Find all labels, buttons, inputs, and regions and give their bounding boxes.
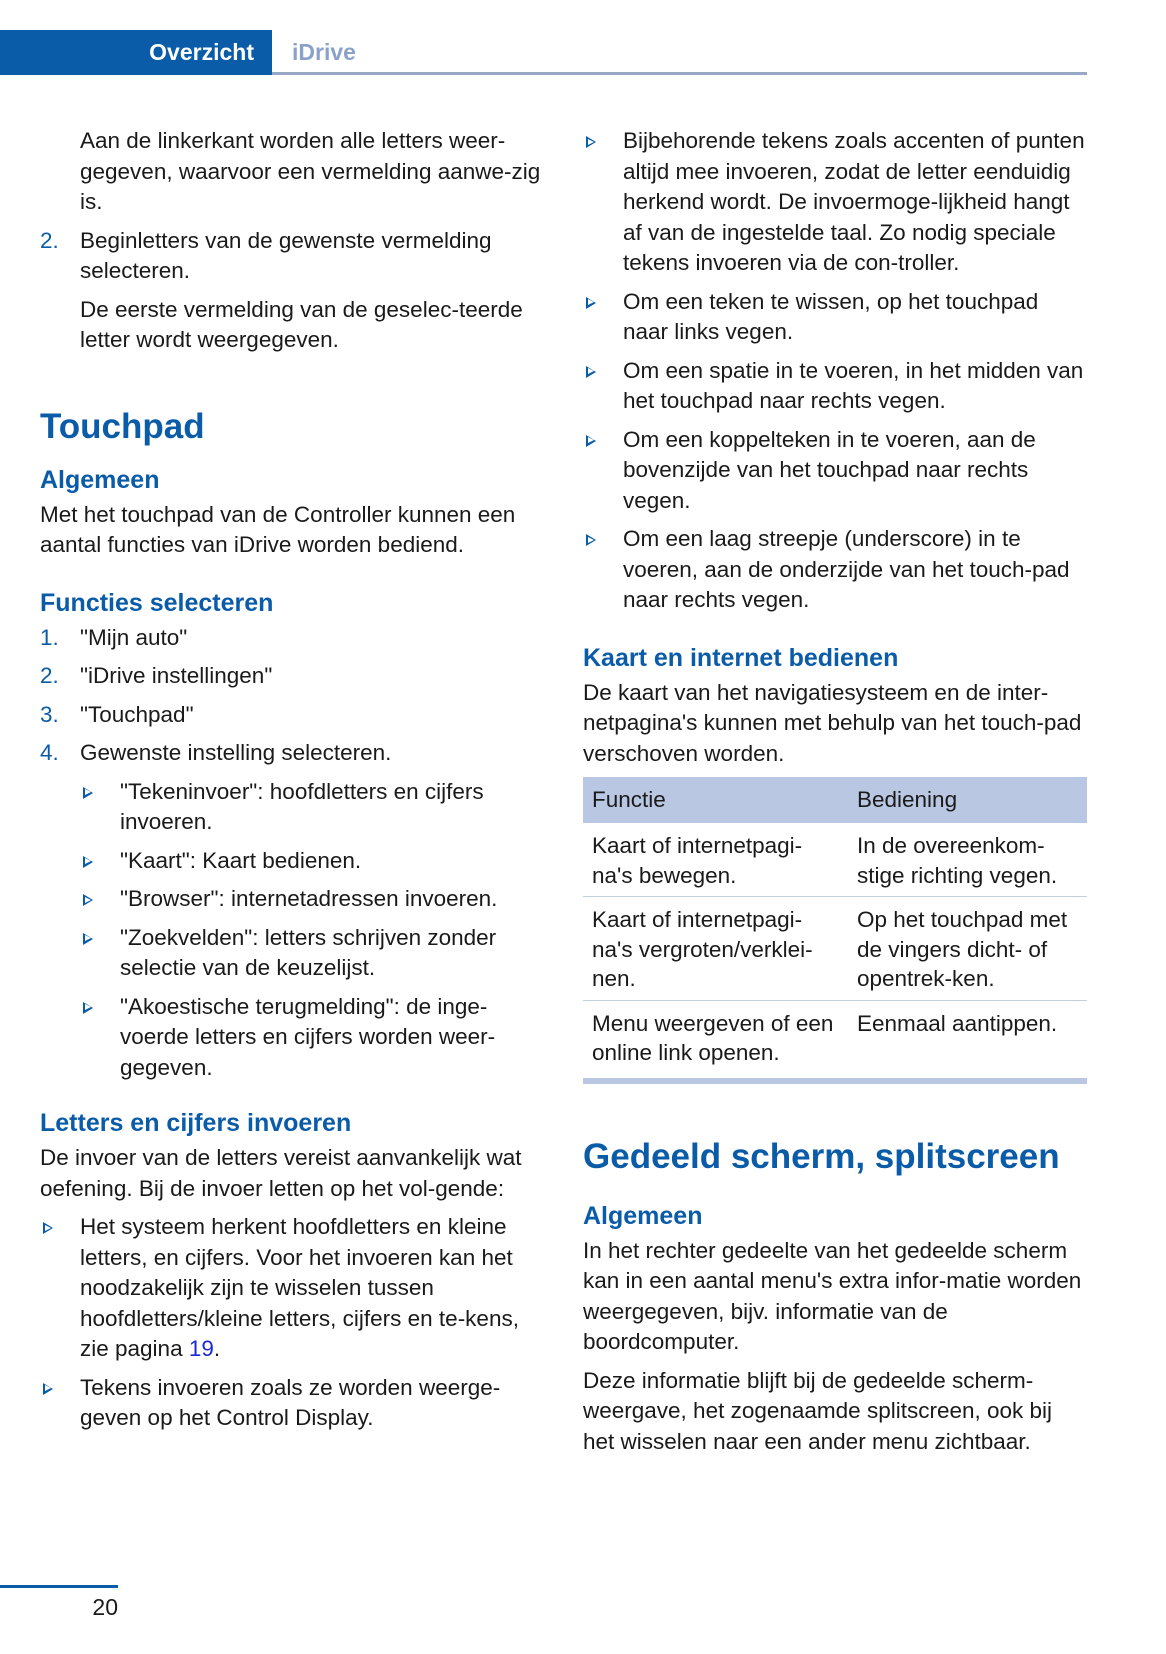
step-text: "Mijn auto" bbox=[80, 624, 188, 650]
option-akoestische-terugmelding: "Akoestische terugmelding": de inge-voerde letters en cijfers worden weer-gegeven. bbox=[80, 992, 550, 1084]
subheading-algemeen: Algemeen bbox=[40, 465, 160, 494]
cell-bediening: In de overeenkom-stige richting vegen. bbox=[848, 823, 1087, 897]
section-title: Overzicht bbox=[149, 39, 254, 65]
triangle-bullet-icon bbox=[43, 1383, 53, 1395]
subheading-functies: Functies selecteren bbox=[40, 588, 274, 617]
step-text: Beginletters van de gewenste vermelding selecteren. bbox=[80, 227, 492, 283]
intro-continuation: Aan de linkerkant worden alle letters weer-gegeven, waarvoor een vermelding aanwe-zig is. bbox=[80, 128, 541, 214]
subheading-algemeen-gedeeld: Algemeen bbox=[583, 1201, 703, 1230]
step-number: 2. bbox=[40, 227, 59, 253]
cell-functie: Menu weergeven of een online link openen. bbox=[592, 1010, 834, 1065]
step-text: "Touchpad" bbox=[80, 701, 194, 727]
subheading-kaart-internet: Kaart en internet bedienen bbox=[583, 643, 899, 672]
option-zoekvelden: "Zoekvelden": letters schrijven zonder selectie van de keuzelijst. bbox=[80, 923, 550, 984]
triangle-bullet-icon bbox=[83, 856, 93, 868]
bullet-tekens-invoeren: Tekens invoeren zoals ze worden weerge-geven op het Control Display. bbox=[40, 1373, 550, 1434]
right-column bbox=[583, 126, 1087, 1457]
option-kaart: "Kaart": Kaart bedienen. bbox=[80, 846, 550, 877]
triangle-bullet-icon bbox=[83, 787, 93, 799]
triangle-bullet-icon bbox=[83, 894, 93, 906]
step-number: 2. bbox=[40, 663, 59, 688]
cell-functie: Kaart of internetpagi-na's vergroten/verklei-nen. bbox=[583, 897, 848, 1001]
section-heading-touchpad: Touchpad bbox=[40, 406, 205, 446]
triangle-bullet-icon bbox=[43, 1222, 53, 1234]
header-rule bbox=[272, 72, 1087, 75]
gedeeld-text-1: In het rechter gedeelte van het gedeelde scherm kan in een aantal menu's extra infor-matie worden weergegeven, bijv. informatie van de boordcomputer. bbox=[583, 1237, 1082, 1354]
subheading-letters: Letters en cijfers invoeren bbox=[40, 1109, 352, 1137]
step-2 bbox=[40, 226, 550, 287]
column-header-bediening: Bediening bbox=[848, 777, 1087, 823]
cell-functie: Kaart of internetpagi-na's bewegen. bbox=[583, 823, 848, 897]
step-number: 3. bbox=[40, 701, 59, 727]
bullet-wissen: Om een teken te wissen, op het touchpad naar links vegen. bbox=[583, 287, 1087, 348]
step-3 bbox=[40, 700, 550, 731]
triangle-bullet-icon bbox=[586, 297, 596, 309]
table-bottom-rule bbox=[583, 1078, 1087, 1084]
bullet-hoofdletters: Het systeem herkent hoofdletters en kleine letters, en cijfers. Voor het invoeren kan het noodzakelijk zijn te wisselen tussen hoofdletters/kleine letters, cijfers en te-kens, zie pagina 19. bbox=[40, 1212, 550, 1365]
option-tekeninvoer: "Tekeninvoer": hoofdletters en cijfers invoeren. bbox=[80, 777, 550, 838]
step-text: Gewenste instelling selecteren. bbox=[80, 740, 392, 765]
section-heading-gedeeld-scherm: Gedeeld scherm, splitscreen bbox=[583, 1136, 1060, 1176]
footer-rule bbox=[0, 1585, 118, 1588]
table-row bbox=[583, 1000, 1087, 1078]
page-number: 20 bbox=[92, 1594, 118, 1620]
step-result: De eerste vermelding van de geselec-teerde letter wordt weergegeven. bbox=[80, 296, 523, 352]
cell-bediening: Op het touchpad met de vingers dicht- of opentrek-ken. bbox=[848, 897, 1087, 1001]
triangle-bullet-icon bbox=[83, 933, 93, 945]
table-row bbox=[583, 897, 1087, 1001]
column-header-functie: Functie bbox=[583, 777, 848, 823]
step-text: "iDrive instellingen" bbox=[80, 663, 273, 688]
triangle-bullet-icon bbox=[586, 534, 596, 546]
letters-intro: De invoer van de letters vereist aanvankelijk wat oefening. Bij de invoer letten op het vol-gende: bbox=[40, 1145, 522, 1201]
bullet-underscore: Om een laag streepje (underscore) in te voeren, aan de onderzijde van het touch-pad naar rechts vegen. bbox=[583, 524, 1087, 616]
page-link-19[interactable]: 19 bbox=[188, 1336, 214, 1361]
option-browser: "Browser": internetadressen invoeren. bbox=[80, 884, 550, 915]
triangle-bullet-icon bbox=[586, 136, 596, 148]
chapter-title: iDrive bbox=[292, 39, 356, 65]
step-2 bbox=[40, 661, 550, 692]
algemeen-text: Met het touchpad van de Controller kunnen een aantal functies van iDrive worden bediend. bbox=[40, 501, 516, 557]
bullet-spatie: Om een spatie in te voeren, in het midden van het touchpad naar rechts vegen. bbox=[583, 356, 1087, 417]
left-column bbox=[40, 126, 550, 1434]
triangle-bullet-icon bbox=[586, 435, 596, 447]
triangle-bullet-icon bbox=[83, 1002, 93, 1014]
kaart-text: De kaart van het navigatiesysteem en de inter-netpagina's kunnen met behulp van het touch-pad verschoven worden. bbox=[583, 679, 1082, 766]
gedeeld-text-2: Deze informatie blijft bij de gedeelde scherm-weergave, het zogenaamde splitscreen, ook bij het wisselen naar een ander menu zichtbaar. bbox=[583, 1367, 1053, 1454]
touchpad-operations-table bbox=[583, 777, 1087, 1078]
table-header-row bbox=[583, 777, 1087, 823]
cell-bediening: Eenmaal aantippen. bbox=[857, 1010, 1058, 1036]
triangle-bullet-icon bbox=[586, 366, 596, 378]
step-4 bbox=[40, 738, 550, 769]
step-1 bbox=[40, 623, 550, 654]
bullet-accenten: Bijbehorende tekens zoals accenten of punten altijd mee invoeren, zodat de letter eenduidig herkend wordt. De invoermoge-lijkheid hangt af van de ingestelde taal. Zo nodig speciale tekens invoeren via de con-troller. bbox=[583, 126, 1087, 279]
bullet-koppelteken: Om een koppelteken in te voeren, aan de bovenzijde van het touchpad naar rechts vegen. bbox=[583, 425, 1087, 517]
step-number: 1. bbox=[40, 624, 59, 650]
table-row bbox=[583, 823, 1087, 897]
step-number: 4. bbox=[40, 740, 59, 765]
